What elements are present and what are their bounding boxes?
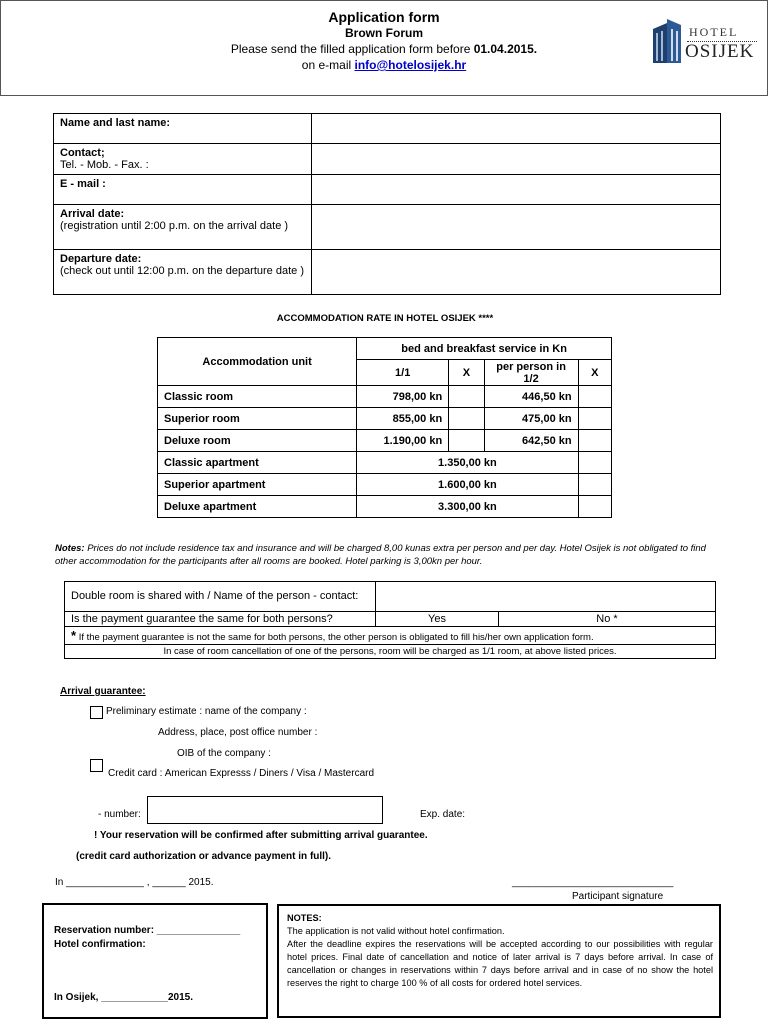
auth-note: (credit card authorization or advance payment in full). — [76, 851, 332, 862]
reservation-number: Reservation number: _______________ — [54, 925, 241, 936]
room-single-price: 1.190,00 kn — [357, 430, 449, 452]
apartment-check[interactable] — [578, 452, 611, 474]
apartment-check[interactable] — [578, 474, 611, 496]
apartment-price: 1.600,00 kn — [357, 474, 578, 496]
credit-checkbox[interactable] — [90, 759, 103, 772]
room-half-price: 446,50 kn — [484, 386, 578, 408]
credit-label: Credit card : American Expresss / Diners / Visa / Mastercard — [108, 768, 375, 779]
room-half-check[interactable] — [578, 408, 611, 430]
guarantee-title: Arrival guarantee: — [60, 686, 146, 697]
hotel-logo — [651, 19, 761, 65]
reservation-place: In Osijek, ____________2015. — [54, 992, 194, 1003]
shared-label: Double room is shared with / Name of the person - contact: — [65, 582, 376, 612]
room-single-price: 855,00 kn — [357, 408, 449, 430]
oib-label: OIB of the company : — [177, 748, 271, 759]
deadline-prefix: Please send the filled application form before — [230, 42, 474, 56]
departure-field[interactable] — [312, 250, 721, 295]
logo-hotel-text: HOTEL — [689, 25, 739, 39]
hotel-notes-p1: The application is not valid without hotel confirmation. — [287, 926, 505, 936]
col-single: 1/1 — [357, 360, 449, 386]
cancel-note: In case of room cancellation of one of the persons, room will be charged as 1/1 room, at above listed prices. — [65, 645, 716, 659]
arrival-label: Arrival date: — [60, 208, 125, 220]
shared-field[interactable] — [376, 582, 716, 612]
apartment-row — [158, 496, 612, 518]
price-notes — [55, 542, 717, 568]
room-single-price: 798,00 kn — [357, 386, 449, 408]
apartment-name: Deluxe apartment — [158, 496, 357, 518]
confirm-note: ! Your reservation will be confirmed after submitting arrival guarantee. — [94, 830, 428, 841]
star-mark: * — [71, 628, 77, 643]
apartment-price: 3.300,00 kn — [357, 496, 578, 518]
apartment-name: Superior apartment — [158, 474, 357, 496]
col-unit: Accommodation unit — [158, 338, 357, 386]
room-name: Superior room — [158, 408, 357, 430]
room-single-check[interactable] — [449, 386, 484, 408]
room-half-price: 475,00 kn — [484, 408, 578, 430]
prelim-label: Preliminary estimate : name of the company : — [106, 706, 307, 717]
room-name: Classic room — [158, 386, 357, 408]
rate-row — [158, 430, 612, 452]
col-x-single: X — [449, 360, 484, 386]
header-box — [0, 0, 768, 96]
apartment-price: 1.350,00 kn — [357, 452, 578, 474]
room-single-check[interactable] — [449, 408, 484, 430]
hotel-notes-title: NOTES: — [287, 913, 322, 923]
apartment-check[interactable] — [578, 496, 611, 518]
hotel-notes-p2: After the deadline expires the reservations will be accepted according to our possibilities with regular hotel prices. Final date of cancellation and notice of later arrival is 7 days before arrival. In case of cancellation or changes in reservations within 7 days before arrival and in case of no show the hotel reserves the right to charge 100 % of all costs for ordered hotel services. — [287, 939, 713, 988]
apartment-row — [158, 474, 612, 496]
name-label: Name and last name: — [54, 114, 312, 144]
prelim-checkbox[interactable] — [90, 706, 103, 719]
hotel-confirmation: Hotel confirmation: — [54, 939, 146, 950]
number-label: - number: — [98, 809, 141, 820]
card-number-input[interactable] — [147, 796, 383, 824]
arrival-note: (registration until 2:00 p.m. on the arrival date ) — [60, 220, 289, 232]
room-name: Deluxe room — [158, 430, 357, 452]
room-half-check[interactable] — [578, 430, 611, 452]
hotel-notes-content — [287, 912, 713, 990]
rate-row — [158, 408, 612, 430]
rates-title: ACCOMMODATION RATE IN HOTEL OSIJEK **** — [276, 313, 494, 324]
form-title: Application form — [328, 9, 440, 25]
contact-label-cell — [54, 144, 312, 175]
room-half-price: 642,50 kn — [484, 430, 578, 452]
apartment-name: Classic apartment — [158, 452, 357, 474]
address-label: Address, place, post office number : — [158, 727, 318, 738]
signature-label: Participant signature — [572, 891, 664, 902]
departure-label: Departure date: — [60, 253, 142, 265]
rate-row — [158, 386, 612, 408]
departure-note: (check out until 12:00 p.m. on the departure date ) — [60, 265, 304, 277]
guarantee-question: Is the payment guarantee the same for both persons? — [65, 612, 376, 627]
signature-line: _____________________________ — [512, 877, 674, 888]
yes-option[interactable]: Yes — [376, 612, 499, 627]
name-field[interactable] — [312, 114, 721, 144]
contact-field[interactable] — [312, 144, 721, 175]
shared-room-table — [64, 581, 716, 659]
no-option[interactable]: No * — [499, 612, 716, 627]
rates-table — [157, 337, 612, 518]
arrival-label-cell — [54, 205, 312, 250]
reservation-box — [42, 903, 268, 1019]
hotel-notes-box — [277, 904, 721, 1018]
room-half-check[interactable] — [578, 386, 611, 408]
star-note-cell — [65, 627, 716, 645]
contact-label: Contact; — [60, 147, 105, 159]
deadline-date: 01.04.2015. — [473, 42, 538, 56]
email-prefix: on e-mail — [301, 58, 355, 72]
col-half: per person in 1/2 — [484, 360, 578, 386]
logo-osijek-text: OSIJEK — [685, 41, 755, 62]
place-date-line: In ______________ , ______ 2015. — [55, 877, 214, 888]
contact-sub: Tel. - Mob. - Fax. : — [60, 159, 149, 171]
building-icon — [651, 19, 685, 63]
apartment-row — [158, 452, 612, 474]
departure-label-cell — [54, 250, 312, 295]
col-x-half: X — [578, 360, 611, 386]
notes-text: Prices do not include residence tax and insurance and will be charged 8,00 kunas extra per person and per day. Hotel Osijek is not obligated to find other accommodation for the participants after all rooms are booked. Hotel parking is 3,00kn per hour. — [55, 543, 706, 567]
email-label: E - mail : — [54, 175, 312, 205]
col-service: bed and breakfast service in Kn — [357, 338, 612, 360]
personal-data-table — [53, 113, 721, 295]
email-link[interactable]: info@hotelosijek.hr — [354, 58, 467, 72]
event-name: Brown Forum — [345, 26, 423, 40]
notes-label: Notes: — [55, 543, 85, 554]
arrival-field[interactable] — [312, 205, 721, 250]
email-field[interactable] — [312, 175, 721, 205]
room-single-check[interactable] — [449, 430, 484, 452]
star-note: If the payment guarantee is not the same for both persons, the other person is obligated to fill his/her own application form. — [76, 632, 594, 643]
exp-label: Exp. date: — [420, 809, 466, 820]
